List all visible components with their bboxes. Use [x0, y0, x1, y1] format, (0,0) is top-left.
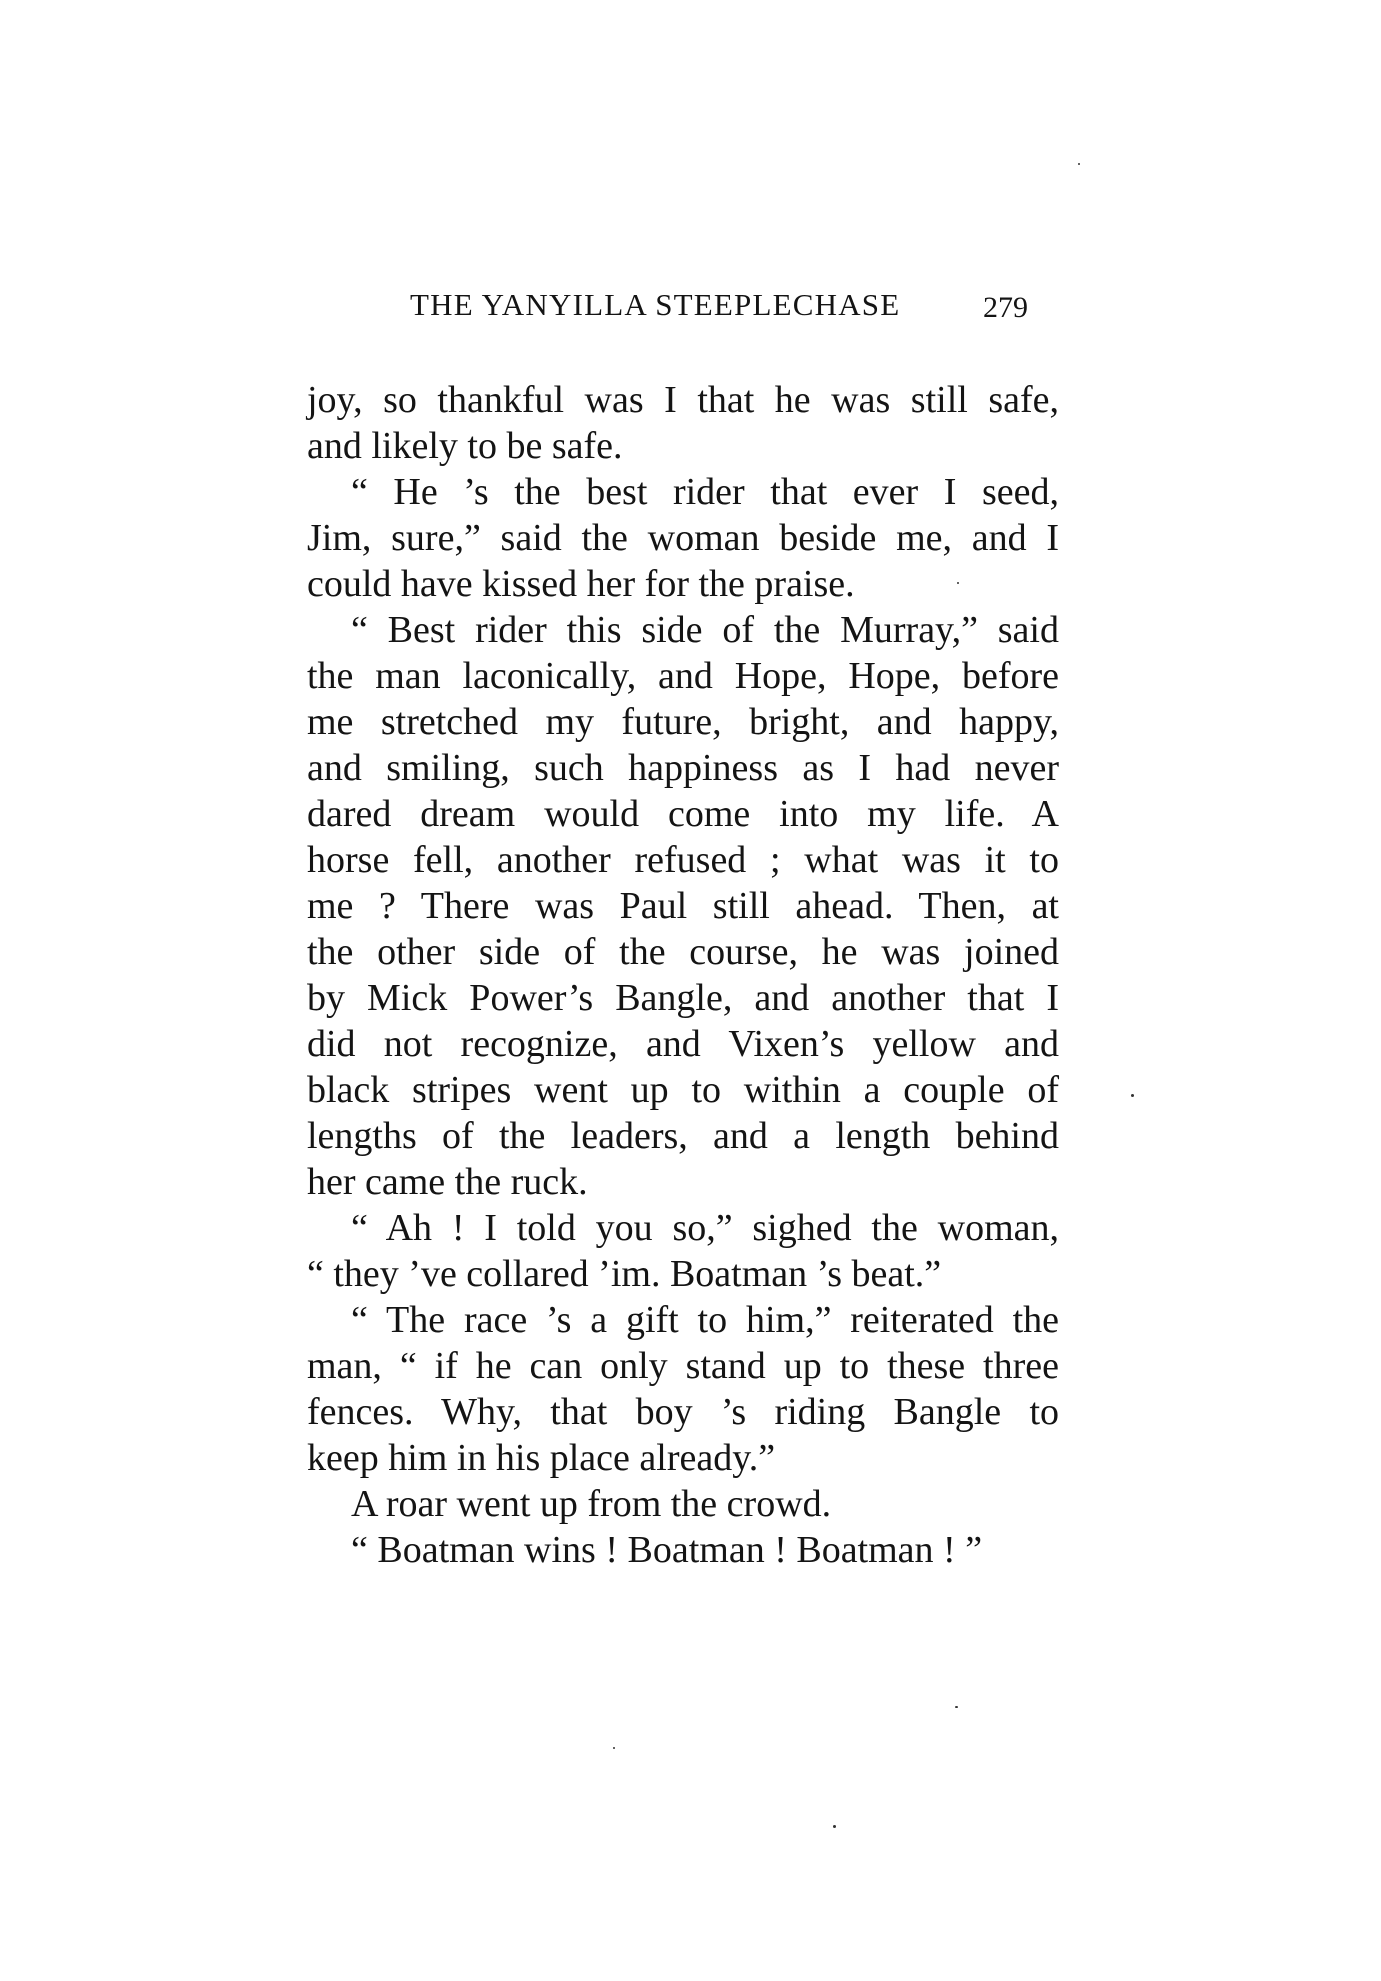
text-line: dared dream would come into my life. A	[307, 793, 1059, 835]
text-line: “ Boatman wins ! Boatman ! Boatman ! ”	[351, 1529, 983, 1571]
text-line: A roar went up from the crowd.	[351, 1483, 832, 1525]
text-line: me ? There was Paul still ahead. Then, at	[307, 885, 1059, 927]
scan-speck	[955, 1706, 958, 1708]
text-line: keep him in his place already.”	[307, 1437, 776, 1479]
text-line: “ He ’s the best rider that ever I seed,	[351, 471, 1059, 513]
text-line: the other side of the course, he was joined	[307, 931, 1059, 973]
running-title: THE YANYILLA STEEPLECHASE	[410, 287, 901, 322]
text-line: black stripes went up to within a couple of	[307, 1069, 1059, 1111]
text-line: did not recognize, and Vixen’s yellow and	[307, 1023, 1059, 1065]
scan-speck	[613, 1747, 615, 1749]
text-line: lengths of the leaders, and a length behind	[307, 1115, 1059, 1157]
text-line: joy, so thankful was I that he was still safe,	[307, 379, 1059, 421]
text-line: fences. Why, that boy ’s riding Bangle to	[307, 1391, 1059, 1433]
text-line: “ The race ’s a gift to him,” reiterated the	[351, 1299, 1059, 1341]
text-line: “ they ’ve collared ’im. Boatman ’s beat.”	[307, 1253, 942, 1295]
text-line: Jim, sure,” said the woman beside me, and I	[307, 517, 1059, 559]
scan-speck	[957, 582, 959, 584]
text-line: me stretched my future, bright, and happy,	[307, 701, 1059, 743]
text-line: man, “ if he can only stand up to these three	[307, 1345, 1059, 1387]
text-line: and likely to be safe.	[307, 425, 623, 467]
text-line: her came the ruck.	[307, 1161, 588, 1203]
text-line: “ Ah ! I told you so,” sighed the woman,	[351, 1207, 1059, 1249]
page-number: 279	[983, 291, 1028, 324]
text-line: by Mick Power’s Bangle, and another that I	[307, 977, 1059, 1019]
text-line: and smiling, such happiness as I had never	[307, 747, 1059, 789]
text-line: horse fell, another refused ; what was it to	[307, 839, 1059, 881]
scan-speck	[1131, 1094, 1134, 1097]
scan-speck	[833, 1825, 836, 1828]
scan-speck	[1078, 163, 1080, 165]
text-line: “ Best rider this side of the Murray,” said	[351, 609, 1059, 651]
text-line: could have kissed her for the praise.	[307, 563, 855, 605]
text-line: the man laconically, and Hope, Hope, before	[307, 655, 1059, 697]
